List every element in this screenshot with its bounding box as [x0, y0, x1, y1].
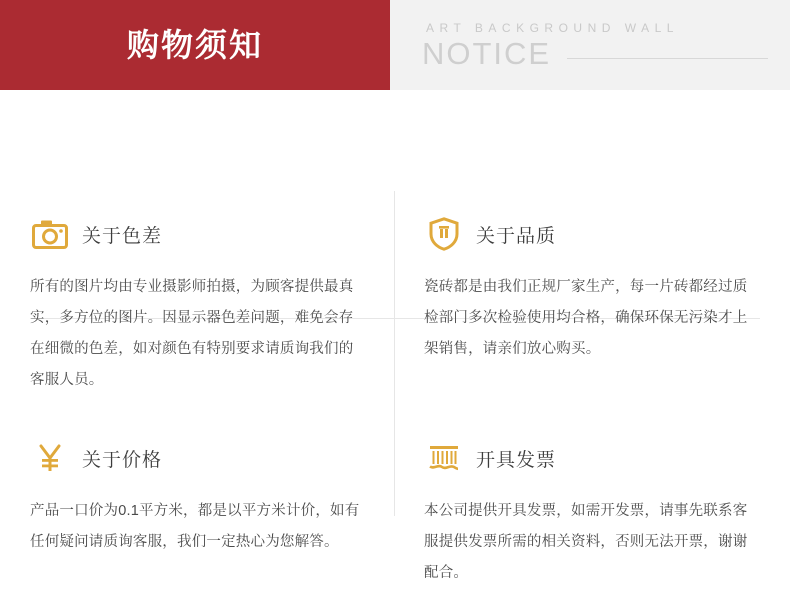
notice-item-title: 关于色差: [82, 225, 163, 247]
notice-item-title: 关于品质: [476, 225, 557, 247]
notice-item-color-difference: [30, 212, 380, 396]
shield-icon: [424, 214, 464, 254]
header-subtitle-area: [390, 0, 790, 90]
notice-item-header: [424, 436, 774, 480]
notice-item-header: [30, 436, 380, 480]
invoice-icon: [424, 438, 464, 478]
header-title-banner: [0, 0, 390, 90]
notice-item-body: 瓷砖都是由我们正规厂家生产，每一片砖都经过质检部门多次检验使用均合格，确保环保无污染才上架销售，请亲们放心购买。: [424, 279, 748, 357]
notice-item-quality: [424, 212, 774, 365]
notice-item-title: 开具发票: [476, 449, 557, 471]
yen-icon: [30, 438, 70, 478]
notice-item-title: 关于价格: [82, 449, 163, 471]
notice-item-price: [30, 436, 380, 558]
notice-item-header: [30, 212, 380, 256]
notice-item-body: 本公司提供开具发票，如需开发票，请事先联系客服提供发票所需的相关资料，否则无法开票，谢谢配合。: [424, 503, 748, 581]
vertical-divider: [394, 191, 395, 516]
camera-icon: [30, 214, 70, 254]
header-notice-row: [422, 38, 768, 69]
header-notice-text: NOTICE: [422, 36, 552, 71]
page-header: [0, 0, 790, 90]
notice-item-body: 产品一口价为0.1平方米，都是以平方米计价，如有任何疑问请质询客服，我们一定热心为您解答。: [30, 503, 360, 550]
header-divider-line: [567, 58, 768, 59]
header-subtitle: ART BACKGROUND WALL: [426, 21, 679, 35]
page-title: 购物须知: [126, 27, 263, 63]
notice-item-invoice: [424, 436, 774, 589]
notice-item-body: 所有的图片均由专业摄影师拍摄，为顾客提供最真实，多方位的图片。因显示器色差问题，难免会存在细微的色差，如对颜色有特别要求请质询我们的客服人员。: [30, 279, 354, 388]
notice-grid: [0, 90, 790, 581]
notice-item-header: [424, 212, 774, 256]
